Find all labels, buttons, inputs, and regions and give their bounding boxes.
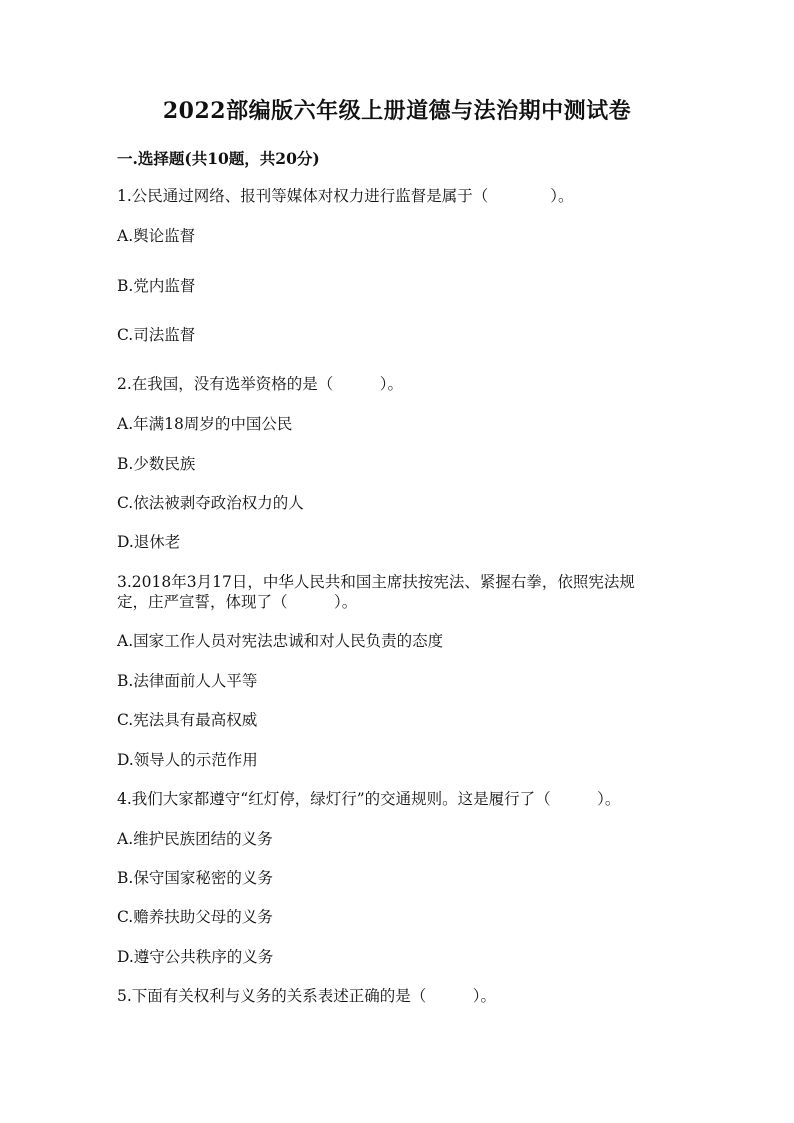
question-3-stem-line-2: 定，庄严宣誓，体现了（ ）。 (117, 593, 358, 611)
page-title: 2022部编版六年级上册道德与法治期中测试卷 (162, 98, 632, 124)
question-4-option-a: A.维护民族团结的义务 (117, 830, 273, 848)
question-4-option-d: D.遵守公共秩序的义务 (117, 948, 274, 966)
question-4-option-c: C.赡养扶助父母的义务 (117, 908, 273, 926)
question-2-stem: 2.在我国，没有选举资格的是（ ）。 (117, 375, 404, 393)
question-1-option-c: C.司法监督 (117, 326, 196, 344)
question-4-option-b: B.保守国家秘密的义务 (117, 869, 273, 887)
question-3-option-c: C.宪法具有最高权威 (117, 711, 258, 729)
question-2-option-c: C.依法被剥夺政治权力的人 (117, 494, 304, 512)
question-1-option-a: A.舆论监督 (117, 227, 196, 245)
question-5-stem: 5.下面有关权利与义务的关系表述正确的是（ ）。 (117, 987, 497, 1005)
question-3-option-d: D.领导人的示范作用 (117, 751, 258, 769)
question-2-option-a: A.年满18周岁的中国公民 (117, 415, 293, 433)
question-3-stem (117, 572, 677, 612)
question-3-stem-line-1: 3.2018年3月17日，中华人民共和国主席扶按宪法、紧握右拳，依照宪法规 (117, 573, 635, 591)
question-1-option-b: B.党内监督 (117, 277, 196, 295)
section-heading: 一.选择题(共10题，共20分) (117, 149, 320, 168)
question-2-option-d: D.退休老 (117, 533, 181, 551)
question-3-option-a: A.国家工作人员对宪法忠诚和对人民负责的态度 (117, 632, 444, 650)
question-2-option-b: B.少数民族 (117, 455, 196, 473)
question-1-stem: 1.公民通过网络、报刊等媒体对权力进行监督是属于（ ）。 (117, 187, 574, 205)
question-3-option-b: B.法律面前人人平等 (117, 672, 258, 690)
question-4-stem: 4.我们大家都遵守“红灯停，绿灯行”的交通规则。这是履行了（ ）。 (117, 790, 621, 808)
